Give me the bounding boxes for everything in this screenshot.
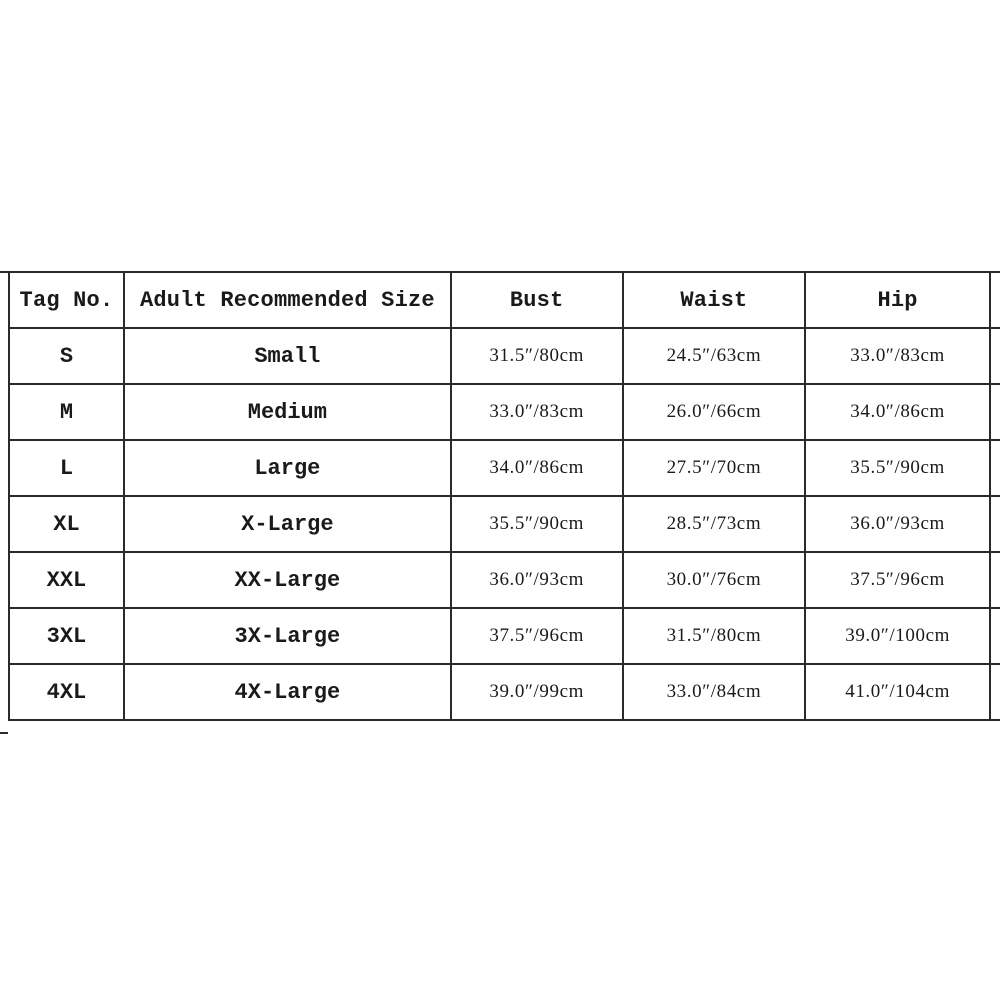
size-name-cell: X-Large	[124, 496, 451, 552]
table-row	[9, 664, 1000, 720]
table-row	[9, 552, 1000, 608]
table-header-row	[9, 272, 1000, 328]
cut-column-cell	[990, 328, 1000, 384]
hip-cell: 33.0″/83cm	[805, 328, 990, 384]
waist-cell: 33.0″/84cm	[623, 664, 806, 720]
left-edge-line-bottom	[0, 732, 8, 734]
header-cut-column	[990, 272, 1000, 328]
cut-column-cell	[990, 440, 1000, 496]
size-name-cell: 4X-Large	[124, 664, 451, 720]
bust-cell: 36.0″/93cm	[451, 552, 623, 608]
table-row	[9, 440, 1000, 496]
size-name-cell: XX-Large	[124, 552, 451, 608]
bust-cell: 37.5″/96cm	[451, 608, 623, 664]
header-waist: Waist	[623, 272, 806, 328]
waist-cell: 28.5″/73cm	[623, 496, 806, 552]
waist-cell: 30.0″/76cm	[623, 552, 806, 608]
tag-cell: XXL	[9, 552, 124, 608]
hip-cell: 41.0″/104cm	[805, 664, 990, 720]
tag-cell: 3XL	[9, 608, 124, 664]
waist-cell: 24.5″/63cm	[623, 328, 806, 384]
cut-column-cell	[990, 496, 1000, 552]
tag-cell: M	[9, 384, 124, 440]
size-chart-table	[8, 271, 1000, 721]
cut-column-cell	[990, 552, 1000, 608]
bust-cell: 31.5″/80cm	[451, 328, 623, 384]
waist-cell: 27.5″/70cm	[623, 440, 806, 496]
tag-cell: S	[9, 328, 124, 384]
size-name-cell: Large	[124, 440, 451, 496]
tag-cell: L	[9, 440, 124, 496]
hip-cell: 39.0″/100cm	[805, 608, 990, 664]
cut-column-cell	[990, 608, 1000, 664]
table-row	[9, 608, 1000, 664]
tag-cell: 4XL	[9, 664, 124, 720]
waist-cell: 26.0″/66cm	[623, 384, 806, 440]
size-name-cell: Medium	[124, 384, 451, 440]
header-bust: Bust	[451, 272, 623, 328]
size-name-cell: 3X-Large	[124, 608, 451, 664]
bust-cell: 35.5″/90cm	[451, 496, 623, 552]
hip-cell: 34.0″/86cm	[805, 384, 990, 440]
left-edge-line	[0, 271, 8, 273]
bust-cell: 34.0″/86cm	[451, 440, 623, 496]
cut-column-cell	[990, 384, 1000, 440]
hip-cell: 36.0″/93cm	[805, 496, 990, 552]
header-hip: Hip	[805, 272, 990, 328]
size-name-cell: Small	[124, 328, 451, 384]
table-row	[9, 328, 1000, 384]
bust-cell: 39.0″/99cm	[451, 664, 623, 720]
tag-cell: XL	[9, 496, 124, 552]
bust-cell: 33.0″/83cm	[451, 384, 623, 440]
waist-cell: 31.5″/80cm	[623, 608, 806, 664]
hip-cell: 35.5″/90cm	[805, 440, 990, 496]
header-adult-size: Adult Recommended Size	[124, 272, 451, 328]
cut-column-cell	[990, 664, 1000, 720]
header-tag-no: Tag No.	[9, 272, 124, 328]
hip-cell: 37.5″/96cm	[805, 552, 990, 608]
table-row	[9, 496, 1000, 552]
table-row	[9, 384, 1000, 440]
